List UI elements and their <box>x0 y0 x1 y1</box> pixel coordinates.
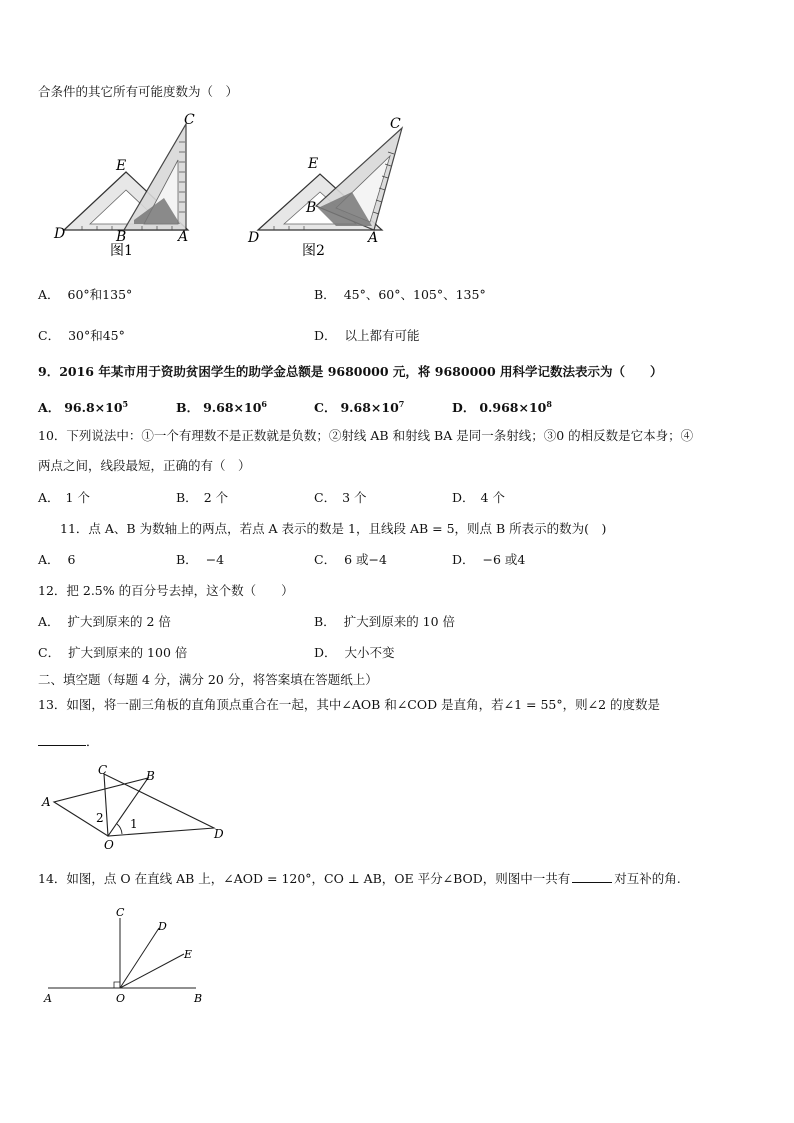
answer-blank[interactable] <box>572 870 612 883</box>
option-letter: B． <box>176 490 198 505</box>
option-letter: B． <box>176 400 200 416</box>
q9-option-c[interactable] <box>314 396 404 416</box>
q9-stem: 9．2016 年某市用于资助贫困学生的助学金总额是 9680000 元，将 9680000 用科学记数法表示为（ ） <box>38 364 663 379</box>
exponent: 7 <box>398 399 405 409</box>
q8-figure-2 <box>244 112 414 260</box>
q13-stem: 13．如图，将一副三角板的直角顶点重合在一起，其中∠AOB 和∠COD 是直角，若∠1 = 55°，则∠2 的度数是 <box>38 697 660 712</box>
q9-option-b[interactable] <box>176 396 267 416</box>
q10-option-a[interactable] <box>38 490 90 506</box>
option-text: 4 个 <box>480 490 505 505</box>
fig2-label-a: A <box>368 230 379 246</box>
option-letter: D． <box>452 552 475 567</box>
q11-option-a[interactable] <box>38 552 75 568</box>
q8-stem-tail: 合条件的其它所有可能度数为（ ） <box>38 84 239 99</box>
fig1-caption: 图1 <box>110 243 133 259</box>
q13-label-d: D <box>214 827 224 841</box>
q13-label-a: A <box>42 795 51 809</box>
q13-period: ． <box>86 734 99 749</box>
q12-option-c[interactable] <box>38 645 187 661</box>
q8-option-c[interactable] <box>38 328 125 344</box>
option-text: 3 个 <box>342 490 367 505</box>
option-text: 扩大到原来的 2 倍 <box>67 614 171 629</box>
q11-option-d[interactable] <box>452 552 525 568</box>
q14-stem-b: 对互补的角. <box>614 871 681 886</box>
fig1-label-d: D <box>54 226 66 242</box>
fig2-caption: 图2 <box>302 243 325 259</box>
answer-blank[interactable] <box>38 733 86 746</box>
fig1-label-e: E <box>116 158 127 174</box>
q14-label-o: O <box>116 992 126 1005</box>
fig2-label-c: C <box>390 116 401 132</box>
option-text: 大小不变 <box>344 645 395 660</box>
option-text: 6 <box>67 552 76 567</box>
q13-label-b: B <box>146 769 155 783</box>
angle-arc-1 <box>117 824 122 834</box>
exponent: 5 <box>122 399 129 409</box>
q11-option-b[interactable] <box>176 552 224 568</box>
q14-label-c: C <box>116 906 125 919</box>
section-heading-fill-in: 二、填空题（每题 4 分，满分 20 分，将答案填在答题纸上） <box>38 672 378 687</box>
q14-stem[interactable] <box>38 870 681 887</box>
triangle-cod <box>104 774 214 836</box>
option-letter: A． <box>38 614 60 629</box>
q14-label-b: B <box>194 992 203 1005</box>
q9-option-d[interactable] <box>452 396 552 416</box>
q11-option-c[interactable] <box>314 552 387 568</box>
ray-od <box>120 928 159 988</box>
option-letter: A． <box>38 400 61 416</box>
fig1-label-c: C <box>184 112 195 128</box>
option-letter: D． <box>314 328 337 343</box>
option-text: 2 个 <box>203 490 229 505</box>
option-text: −6 或4 <box>482 552 526 567</box>
q12-stem: 12．把 2.5% 的百分号去掉，这个数（ ） <box>38 583 294 598</box>
option-letter: D． <box>452 400 476 416</box>
option-text: 扩大到原来的 100 倍 <box>68 645 188 660</box>
option-letter: C． <box>314 490 337 505</box>
q12-option-a[interactable] <box>38 614 171 630</box>
option-text: 9.68×10 <box>203 400 262 416</box>
option-text: 以上都有可能 <box>344 328 420 343</box>
option-letter: C． <box>314 552 337 567</box>
q14-label-a: A <box>44 992 52 1005</box>
q8-figure-1 <box>52 112 212 260</box>
option-letter: D． <box>314 645 337 660</box>
q14-label-d: D <box>158 920 167 933</box>
q10-option-c[interactable] <box>314 490 367 506</box>
option-text: 扩大到原来的 10 倍 <box>343 614 456 629</box>
q8-option-d[interactable] <box>314 328 420 344</box>
q12-option-b[interactable] <box>314 614 455 630</box>
right-angle-mark <box>114 982 120 988</box>
q13-label-angle2: 2 <box>96 811 104 825</box>
option-letter: A． <box>38 287 60 302</box>
q13-label-angle1: 1 <box>130 817 138 831</box>
exponent: 8 <box>546 399 552 409</box>
option-letter: B． <box>314 287 336 302</box>
option-text: 6 或−4 <box>344 552 387 567</box>
q13-answer-line[interactable] <box>38 733 99 750</box>
q10-option-b[interactable] <box>176 490 228 506</box>
fig1-label-a: A <box>178 229 189 245</box>
option-text: −4 <box>205 552 225 567</box>
option-text: 30°和45° <box>68 328 125 343</box>
option-letter: C． <box>314 400 337 416</box>
option-text: 0.968×10 <box>479 400 547 416</box>
option-letter: D． <box>452 490 475 505</box>
option-text: 96.8×10 <box>64 400 123 416</box>
q11-stem: 11．点 A、B 为数轴上的两点，若点 A 表示的数是 1，且线段 AB = 5，则点 B 所表示的数为( ) <box>60 521 607 536</box>
option-letter: B． <box>176 552 198 567</box>
option-text: 60°和135° <box>67 287 133 302</box>
option-letter: C． <box>38 328 61 343</box>
q10-option-d[interactable] <box>452 490 505 506</box>
q10-stem-line2: 两点之间，线段最短，正确的有（ ） <box>38 458 251 473</box>
ray-oe <box>120 954 184 988</box>
fig2-label-b: B <box>306 200 317 216</box>
q13-label-o: O <box>104 838 114 852</box>
q10-stem-line1: 10．下列说法中：①一个有理数不是正数就是负数；②射线 AB 和射线 BA 是同一条射线；③0 的相反数是它本身；④ <box>38 428 694 443</box>
q8-option-a[interactable] <box>38 287 132 303</box>
option-text: 45°、60°、105°、135° <box>343 287 486 302</box>
q12-option-d[interactable] <box>314 645 395 661</box>
option-letter: B． <box>314 614 336 629</box>
q14-stem-a: 14．如图，点 O 在直线 AB 上，∠AOD = 120°，CO ⊥ AB，OE 平分∠BOD，则图中一共有 <box>38 871 571 886</box>
q14-figure <box>38 902 218 1010</box>
exponent: 6 <box>261 399 267 409</box>
q13-figure <box>38 762 228 852</box>
fig2-label-d: D <box>248 230 260 246</box>
q8-option-b[interactable] <box>314 287 486 303</box>
option-text: 9.68×10 <box>340 400 399 416</box>
option-letter: A． <box>38 490 60 505</box>
fig2-label-e: E <box>308 156 319 172</box>
fig1-label-b: B <box>116 229 127 245</box>
q14-label-e: E <box>184 948 193 961</box>
option-letter: C． <box>38 645 61 660</box>
option-text: 1 个 <box>65 490 90 505</box>
option-letter: A． <box>38 552 60 567</box>
q13-label-c: C <box>98 763 108 777</box>
q9-option-a[interactable] <box>38 396 128 416</box>
